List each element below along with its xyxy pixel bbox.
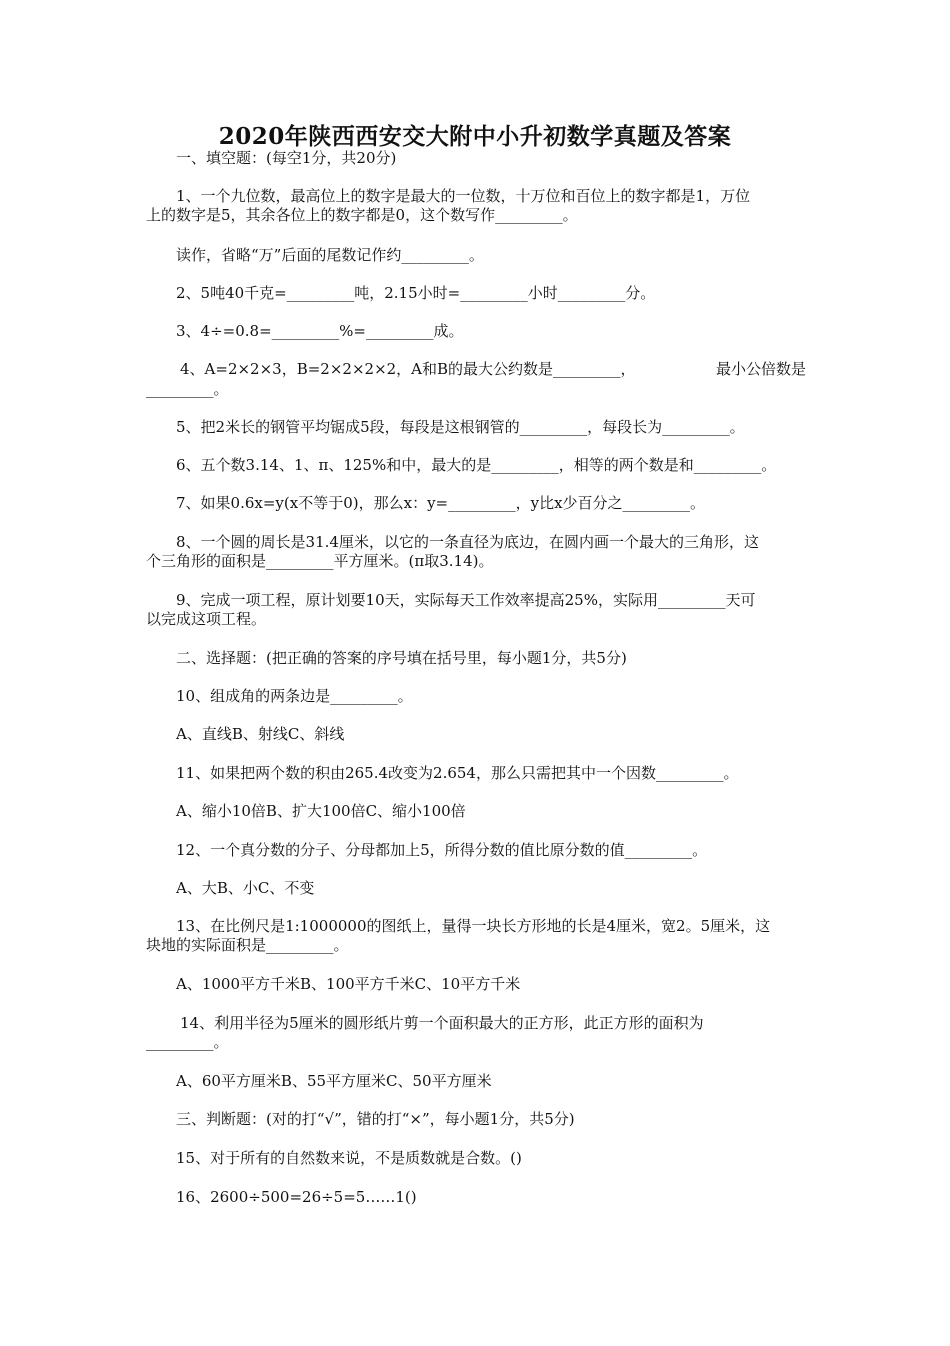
q15: 15、对于所有的自然数来说，不是质数就是合数。() — [176, 1149, 522, 1167]
q1-read: 读作，省略“万”后面的尾数记作约_________。 — [176, 246, 484, 264]
q14-line1: 14、利用半径为5厘米的圆形纸片剪一个面积最大的正方形，此正方形的面积为 — [180, 1014, 704, 1032]
q9-line1: 9、完成一项工程，原计划要10天，实际每天工作效率提高25%，实际用_________天可 — [176, 591, 756, 609]
q13-line1: 13、在比例尺是1:1000000的图纸上，量得一块长方形地的长是4厘米，宽2。5厘米，这 — [176, 917, 771, 935]
q4-line1-part-b: 最小公倍数是 — [715, 360, 806, 378]
q16: 16、2600÷500=26÷5=5……1() — [176, 1188, 417, 1206]
section3-heading: 三、判断题：(对的打“√”，错的打“×”，每小题1分，共5分) — [176, 1110, 575, 1128]
q8-line1: 8、一个圆的周长是31.4厘米，以它的一条直径为底边，在圆内画一个最大的三角形，这 — [176, 533, 759, 551]
q14-line2: _________。 — [146, 1033, 229, 1051]
document-title: 2020年陕西西安交大附中小升初数学真题及答案 — [218, 123, 732, 150]
q10-options: A、直线B、射线C、斜线 — [176, 725, 345, 743]
q7: 7、如果0.6x=y(x不等于0)，那么x：y=_________，y比x少百分之_________。 — [176, 494, 706, 512]
q3: 3、4÷=0.8=_________%=_________成。 — [176, 322, 464, 340]
q6: 6、五个数3.14、1、π、125%和中，最大的是_________，相等的两个数是和_________。 — [176, 456, 777, 474]
q11-options: A、缩小10倍B、扩大100倍C、缩小100倍 — [176, 802, 466, 820]
q4-line1 — [180, 359, 806, 379]
q4-line1-part-a: 4、A=2×2×3，B=2×2×2×2，A和B的最大公约数是_________， — [180, 360, 636, 378]
q13-line2: 块地的实际面积是_________。 — [146, 936, 349, 954]
q12: 12、一个真分数的分子、分母都加上5，所得分数的值比原分数的值_________。 — [176, 841, 708, 859]
q14-options: A、60平方厘米B、55平方厘米C、50平方厘米 — [176, 1072, 492, 1090]
q12-options: A、大B、小C、不变 — [176, 879, 315, 897]
q1-line2: 上的数字是5，其余各位上的数字都是0，这个数写作_________。 — [146, 206, 578, 224]
q5: 5、把2米长的钢管平均锯成5段，每段是这根钢管的_________，每段长为_________。 — [176, 418, 745, 436]
q13-options: A、1000平方千米B、100平方千米C、10平方千米 — [176, 975, 521, 993]
q2: 2、5吨40千克=_________吨，2.15小时=_________小时_________分。 — [176, 284, 656, 302]
q10: 10、组成角的两条边是_________。 — [176, 687, 413, 705]
q11: 11、如果把两个数的积由265.4改变为2.654，那么只需把其中一个因数_________。 — [176, 764, 739, 782]
q4-line2: _________。 — [146, 380, 229, 398]
section2-heading: 二、选择题：(把正确的答案的序号填在括号里，每小题1分，共5分) — [176, 649, 627, 667]
q8-line2: 个三角形的面积是_________平方厘米。(π取3.14)。 — [146, 552, 494, 570]
q9-line2: 以完成这项工程。 — [146, 610, 267, 628]
q1-line1: 1、一个九位数，最高位上的数字是最大的一位数，十万位和百位上的数字都是1，万位 — [176, 187, 751, 205]
section1-heading: 一、填空题：(每空1分，共20分) — [176, 149, 397, 167]
